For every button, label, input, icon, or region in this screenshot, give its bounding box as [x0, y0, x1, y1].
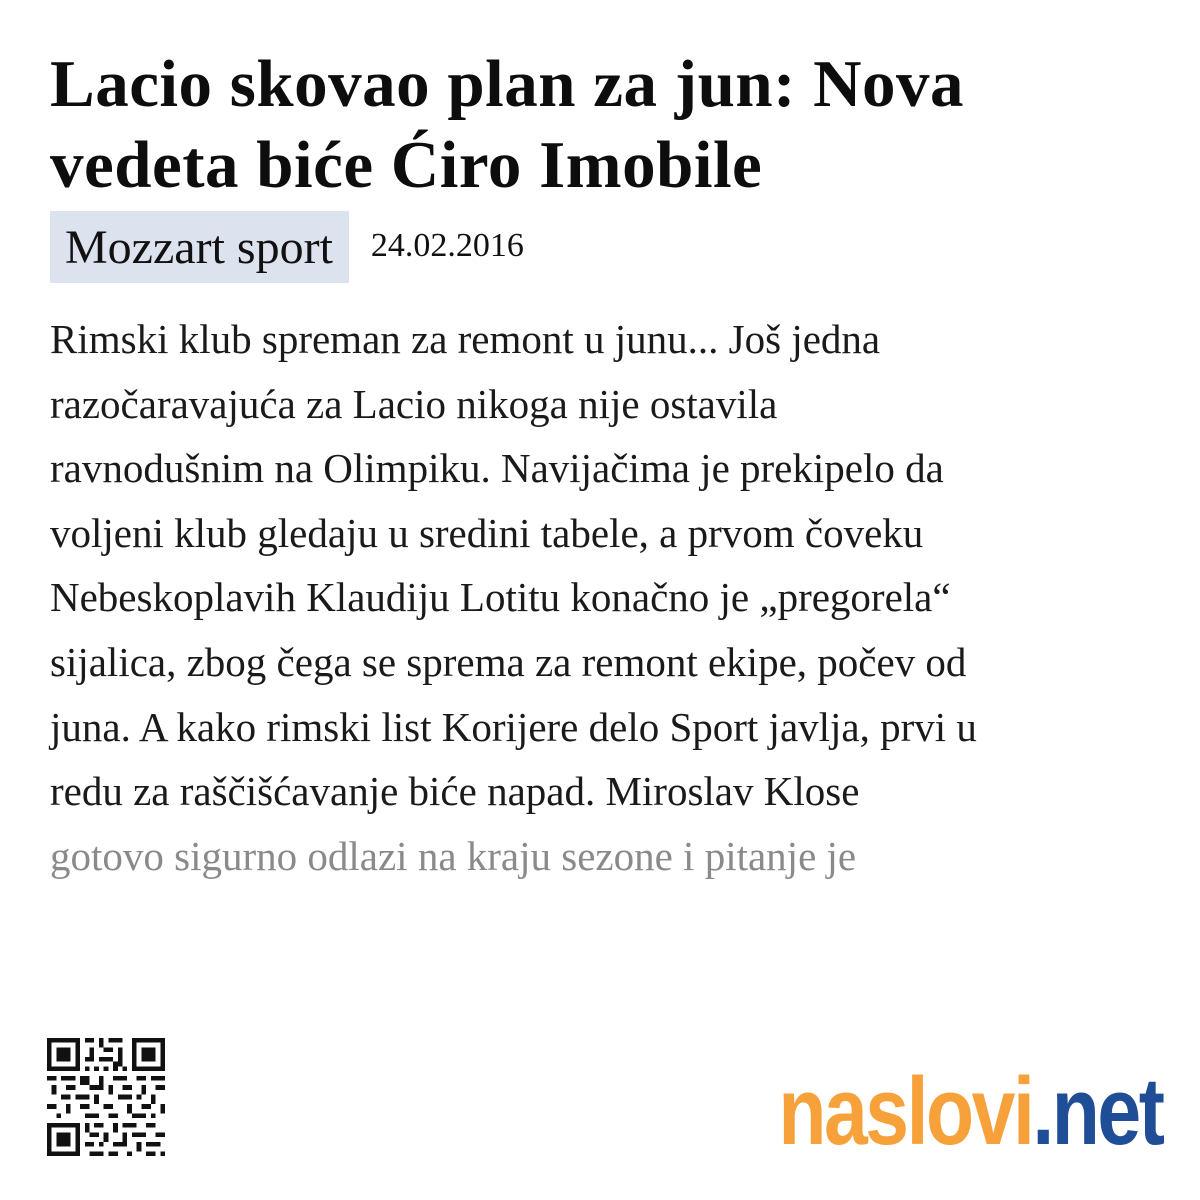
body-line: Nebeskoplavih Klaudiju Lotitu konačno je „pregorela“: [50, 574, 951, 621]
publish-date: 24.02.2016: [370, 227, 524, 264]
article-meta: [50, 211, 524, 283]
body-line: juna. A kako rimski list Korijere delo Sport javlja, prvi u: [50, 703, 977, 750]
body-line: Rimski klub spreman za remont u junu... Još jedna: [50, 316, 881, 362]
article-body: [50, 307, 1165, 888]
source-badge[interactable]: Mozzart sport: [50, 211, 349, 283]
body-line: redu za raščišćavanje biće napad. Miroslav Klose: [50, 768, 860, 815]
body-line: razočaravajuća za Lacio nikoga nije ostavila: [50, 380, 778, 427]
qr-code-icon[interactable]: [47, 1038, 165, 1156]
body-line-faded: gotovo sigurno odlazi na kraju sezone i pitanje je: [50, 832, 857, 879]
logo-main-text: naslovi: [777, 1058, 1032, 1165]
body-line: ravnodušnim na Olimpiku. Navijačima je prekipelo da: [50, 445, 944, 492]
logo-tld-text: net: [1051, 1058, 1162, 1165]
site-logo[interactable]: [777, 1058, 1162, 1167]
article-title: Lacio skovao plan za jun: Nova vedeta biće Ćiro Imobile: [50, 47, 965, 202]
body-line: voljeni klub gledaju u sredini tabele, a prvom čoveku: [50, 509, 924, 556]
logo-dot: .: [1031, 1058, 1052, 1165]
body-line: sijalica, zbog čega se sprema za remont ekipe, počev od: [50, 638, 967, 685]
